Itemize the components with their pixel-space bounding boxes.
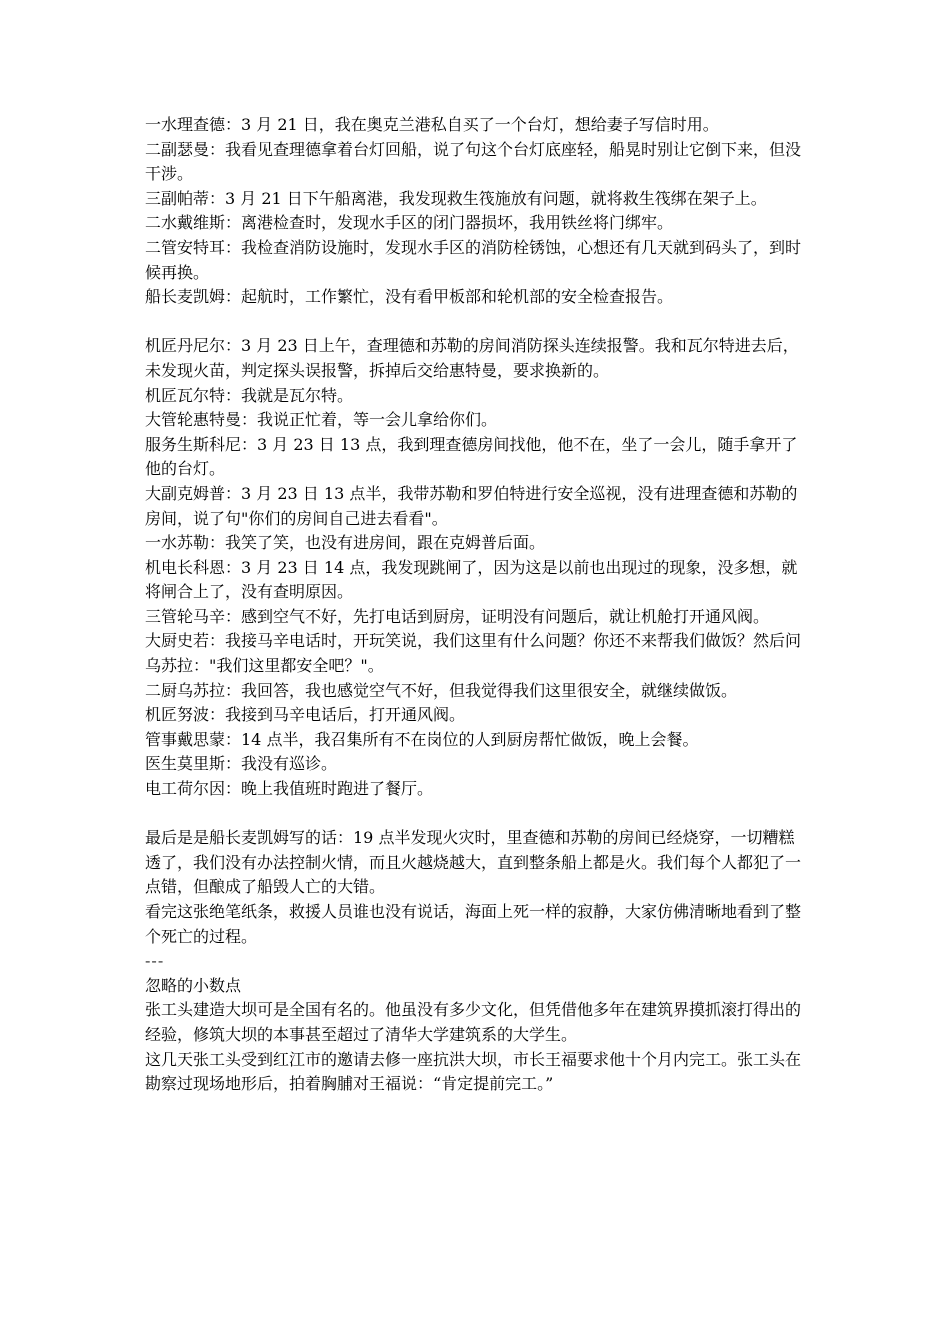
statement-chef: 大厨史若：我接马辛电话时，开玩笑说，我们这里有什么问题？你还不来帮我们做饭？然后问乌苏拉："我们这里都安全吧？"。 (145, 631, 802, 676)
statement-davis: 二水戴维斯：离港检查时，发现水手区的闭门器损坏，我用铁丝将门绑牢。 (145, 213, 674, 233)
statement-electrician: 电工荷尔因：晚上我值班时跑进了餐厅。 (145, 779, 434, 799)
story2-title: 忽略的小数点 (145, 975, 242, 995)
statement-ursula: 二厨乌苏拉：我回答，我也感觉空气不好，但我觉得我们这里很安全，就继续做饭。 (145, 680, 738, 700)
paragraph-gap (145, 310, 810, 335)
statement-sule: 一水苏勒：我笑了笑，也没有进房间，跟在克姆普后面。 (145, 533, 546, 553)
statement-desmond: 管事戴思蒙：14 点半，我召集所有不在岗位的人到厨房帮忙做饭，晚上会餐。 (145, 729, 699, 749)
statement-whitman: 大管轮惠特曼：我说正忙着，等一会儿拿给你们。 (145, 410, 498, 430)
document-page (145, 113, 810, 1097)
paragraph-gap (145, 802, 810, 827)
statement-morris: 医生莫里斯：我没有巡诊。 (145, 754, 338, 774)
testimony-section-march-23 (145, 334, 810, 801)
statement-kemp: 大副克姆普：3 月 23 日 13 点半，我带苏勒和罗伯特进行安全巡视，没有进理查德和苏勒的房间，说了句"你们的房间自己进去看看"。 (145, 483, 798, 528)
conclusion-section (145, 826, 810, 949)
statement-daniel: 机匠丹尼尔：3 月 23 日上午，查理德和苏勒的房间消防探头连续报警。我和瓦尔特进去后，未发现火苗，判定探头误报警，拆掉后交给惠特曼，要求换新的。 (145, 336, 799, 380)
statement-patty: 三副帕蒂：3 月 21 日下午船离港，我发现救生筏施放有问题，就将救生筏绑在架子上。 (145, 188, 767, 208)
statement-maxin: 三管轮马辛：感到空气不好，先打电话到厨房，证明没有问题后，就让机舱打开通风阀。 (145, 606, 770, 626)
statement-richard: 一水理查德：3 月 21 日，我在奥克兰港私自买了一个台灯，想给妻子写信时用。 (145, 115, 719, 134)
statement-thurman: 二副瑟曼：我看见查理德拿着台灯回船，说了句这个台灯底座轻，船晃时别让它倒下来，但没干涉。 (145, 139, 802, 184)
statement-antel: 二管安特耳：我检查消防设施时，发现水手区的消防栓锈蚀，心想还有几天就到码头了，到时候再换。 (145, 237, 802, 282)
statement-nubo: 机匠努波：我接到马辛电话后，打开通风阀。 (145, 705, 466, 725)
statement-kern: 机电长科恩：3 月 23 日 14 点，我发现跳闸了，因为这是以前也出现过的现象，没多想，就将闸合上了，没有查明原因。 (145, 557, 798, 602)
captain-final-note: 最后是是船长麦凯姆写的话：19 点半发现火灾时，里查德和苏勒的房间已经烧穿，一切糟糕透了，我们没有办法控制火情，而且火越烧越大，直到整条船上都是火。我们每个人都犯了一点错，但酿成了船毁人亡的大错。 (145, 828, 802, 897)
story2-section (145, 974, 810, 1097)
statement-captain-departure: 船长麦凯姆：起航时，工作繁忙，没有看甲板部和轮机部的安全检查报告。 (145, 287, 674, 307)
story2-paragraph: 张工头建造大坝可是全国有名的。他虽没有多少文化，但凭借他多年在建筑界摸抓滚打得出的经验，修筑大坝的本事甚至超过了清华大学建筑系的大学生。 (145, 1000, 802, 1044)
closing-paragraph: 看完这张绝笔纸条，救援人员谁也没有说话，海面上死一样的寂静，大家仿佛清晰地看到了整个死亡的过程。 (145, 902, 802, 946)
section-separator: --- (145, 951, 165, 971)
statement-walter: 机匠瓦尔特：我就是瓦尔特。 (145, 385, 354, 405)
story2-paragraph: 这几天张工头受到红江市的邀请去修一座抗洪大坝，市长王福要求他十个月内完工。张工头在勘察过现场地形后，拍着胸脯对王福说：“肯定提前完工。” (145, 1049, 802, 1094)
testimony-section-departure (145, 113, 810, 310)
statement-scorney: 服务生斯科尼：3 月 23 日 13 点，我到理查德房间找他，他不在，坐了一会儿，随手拿开了他的台灯。 (145, 434, 798, 479)
